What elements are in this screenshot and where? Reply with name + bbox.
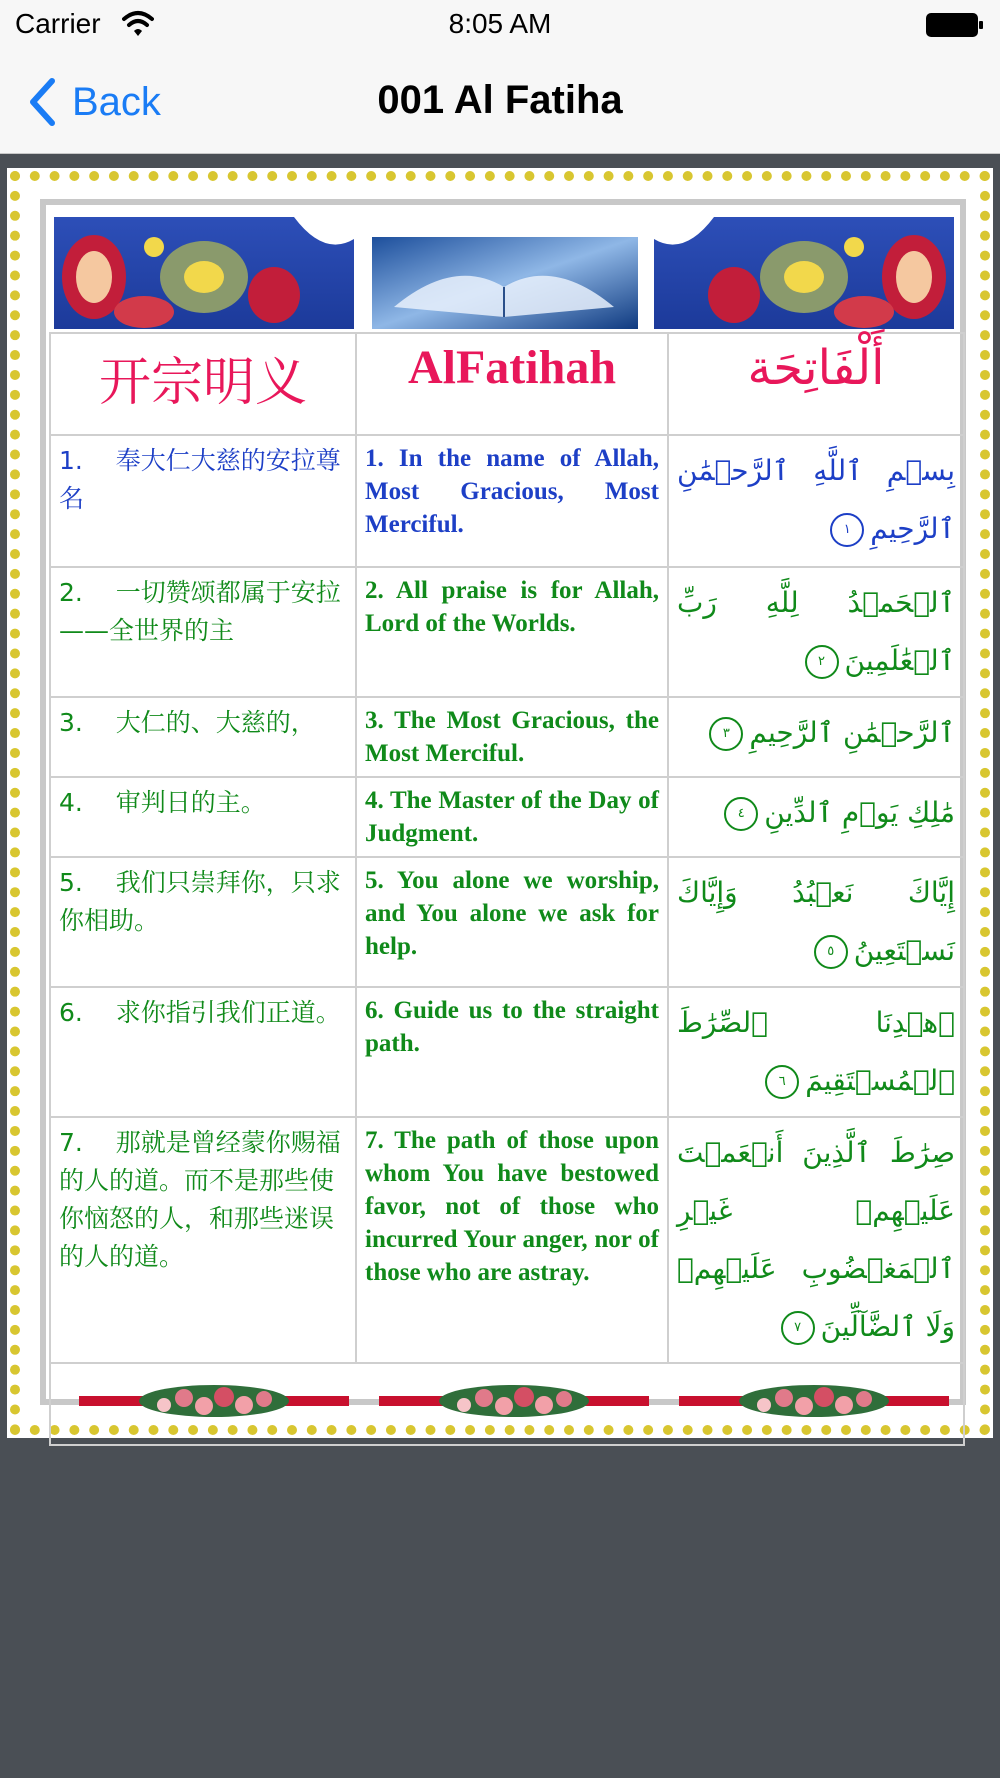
verse-chinese: 2. 一切赞颂都属于安拉——全世界的主 xyxy=(59,578,341,645)
header-chinese-cell xyxy=(50,333,356,435)
navigation-bar xyxy=(0,50,1000,154)
verse-chinese-cell xyxy=(50,435,356,567)
header-chinese: 开宗明义 xyxy=(98,353,307,413)
verse-english-cell xyxy=(356,857,668,987)
verse-arabic-text: ٱلۡحَمۡدُ لِلَّهِ رَبِّ ٱلۡعَٰلَمِينَ xyxy=(677,586,955,677)
verse-english: 1. In the name of Allah, Most Gracious, Most Merciful. xyxy=(365,445,659,538)
verse-english-cell xyxy=(356,1117,668,1363)
clock: 8:05 AM xyxy=(448,8,552,39)
surah-page[interactable] xyxy=(10,171,990,1435)
verse-arabic-cell xyxy=(668,987,964,1117)
ayah-number-icon: ٤ xyxy=(724,797,758,831)
ayah-number-icon: ٦ xyxy=(765,1065,799,1099)
verse-arabic xyxy=(677,442,955,558)
header-arabic: أَلْفَاتِحَة xyxy=(747,340,885,396)
ayah-number-icon: ٣ xyxy=(709,717,743,751)
verse-row xyxy=(50,1117,964,1363)
verse-row xyxy=(50,857,964,987)
verse-row xyxy=(50,987,964,1117)
verse-chinese-cell xyxy=(50,987,356,1117)
page-title: 001 Al Fatiha xyxy=(377,78,623,122)
verse-chinese: 3. 大仁的、大慈的， xyxy=(59,708,316,737)
footer-row xyxy=(50,1363,964,1445)
verse-arabic-cell xyxy=(668,567,964,697)
verse-chinese: 4. 审判日的主。 xyxy=(59,788,266,817)
verse-arabic-text: إِيَّاكَ نَعۡبُدُ وَإِيَّاكَ نَسۡتَعِينُ xyxy=(677,876,955,967)
carrier-label: Carrier xyxy=(15,8,101,39)
verse-arabic-cell xyxy=(668,857,964,987)
verse-row xyxy=(50,697,964,777)
verse-arabic-text: ٱهۡدِنَا ٱلصِّرَٰطَ ٱلۡمُسۡتَقِيمَ xyxy=(677,1006,955,1097)
header-arabic-cell xyxy=(668,333,964,435)
verse-arabic-text: صِرَٰطَ ٱلَّذِينَ أَنۡعَمۡتَ عَلَيۡهِمۡ غَيۡرِ ٱلۡمَغۡضُوبِ عَلَيۡهِمۡ وَلَا ٱلضَّآلِّينَ xyxy=(677,1136,955,1343)
verse-english: 2. All praise is for Allah, Lord of the Worlds. xyxy=(365,577,659,637)
verse-chinese: 5. 我们只崇拜你，只求你相助。 xyxy=(59,868,341,935)
verse-arabic-text: مَٰلِكِ يَوۡمِ ٱلدِّينِ xyxy=(764,796,955,829)
verse-arabic xyxy=(677,1124,955,1356)
verse-chinese-cell xyxy=(50,697,356,777)
ayah-number-icon: ١ xyxy=(830,513,864,547)
battery-icon xyxy=(926,13,984,37)
verse-english-cell xyxy=(356,567,668,697)
verse-english-cell xyxy=(356,697,668,777)
verse-arabic xyxy=(677,784,955,842)
verse-chinese-cell xyxy=(50,567,356,697)
ayah-number-icon: ٧ xyxy=(781,1311,815,1345)
verse-arabic xyxy=(677,574,955,690)
verse-english-cell xyxy=(356,435,668,567)
header-english: AlFatihah xyxy=(407,341,617,394)
verse-english: 7. The path of those upon whom You have bestowed favor, not of those who incurred Your anger, nor of those who are astray. xyxy=(365,1127,659,1286)
verse-row xyxy=(50,435,964,567)
surah-table xyxy=(49,332,965,1446)
verse-arabic-cell xyxy=(668,1117,964,1363)
verse-english: 6. Guide us to the straight path. xyxy=(365,997,659,1057)
verse-arabic-cell xyxy=(668,697,964,777)
decorative-banner xyxy=(54,217,954,329)
verse-english: 5. You alone we worship, and You alone we ask for help. xyxy=(365,867,659,960)
verse-arabic xyxy=(677,704,955,762)
verse-row xyxy=(50,777,964,857)
verse-row xyxy=(50,567,964,697)
floral-divider xyxy=(59,1370,959,1432)
surah-table-frame xyxy=(40,199,966,1405)
verse-arabic-cell xyxy=(668,435,964,567)
verse-chinese: 7. 那就是曾经蒙你赐福的人的道。而不是那些使你恼怒的人，和那些迷误的人的道。 xyxy=(59,1128,341,1271)
ayah-number-icon: ٢ xyxy=(805,645,839,679)
status-bar xyxy=(0,0,1000,50)
verse-arabic xyxy=(677,864,955,980)
header-english-cell xyxy=(356,333,668,435)
verse-english-cell xyxy=(356,777,668,857)
verse-chinese-cell xyxy=(50,1117,356,1363)
verse-english: 3. The Most Gracious, the Most Merciful. xyxy=(365,707,659,767)
header-row xyxy=(50,333,964,435)
verse-english: 4. The Master of the Day of Judgment. xyxy=(365,787,659,847)
back-label: Back xyxy=(72,79,161,124)
verse-arabic-text: ٱلرَّحۡمَٰنِ ٱلرَّحِيمِ xyxy=(749,716,955,749)
verse-chinese-cell xyxy=(50,857,356,987)
verse-arabic-cell xyxy=(668,777,964,857)
verse-arabic-text: بِسۡمِ ٱللَّهِ ٱلرَّحۡمَٰنِ ٱلرَّحِيمِ xyxy=(677,454,955,545)
verse-chinese: 1. 奉大仁大慈的安拉尊名 xyxy=(59,446,341,513)
verse-arabic xyxy=(677,994,955,1110)
footer-cell xyxy=(50,1363,964,1445)
ayah-number-icon: ٥ xyxy=(814,935,848,969)
verse-chinese: 6. 求你指引我们正道。 xyxy=(59,998,341,1027)
verse-english-cell xyxy=(356,987,668,1117)
verse-chinese-cell xyxy=(50,777,356,857)
